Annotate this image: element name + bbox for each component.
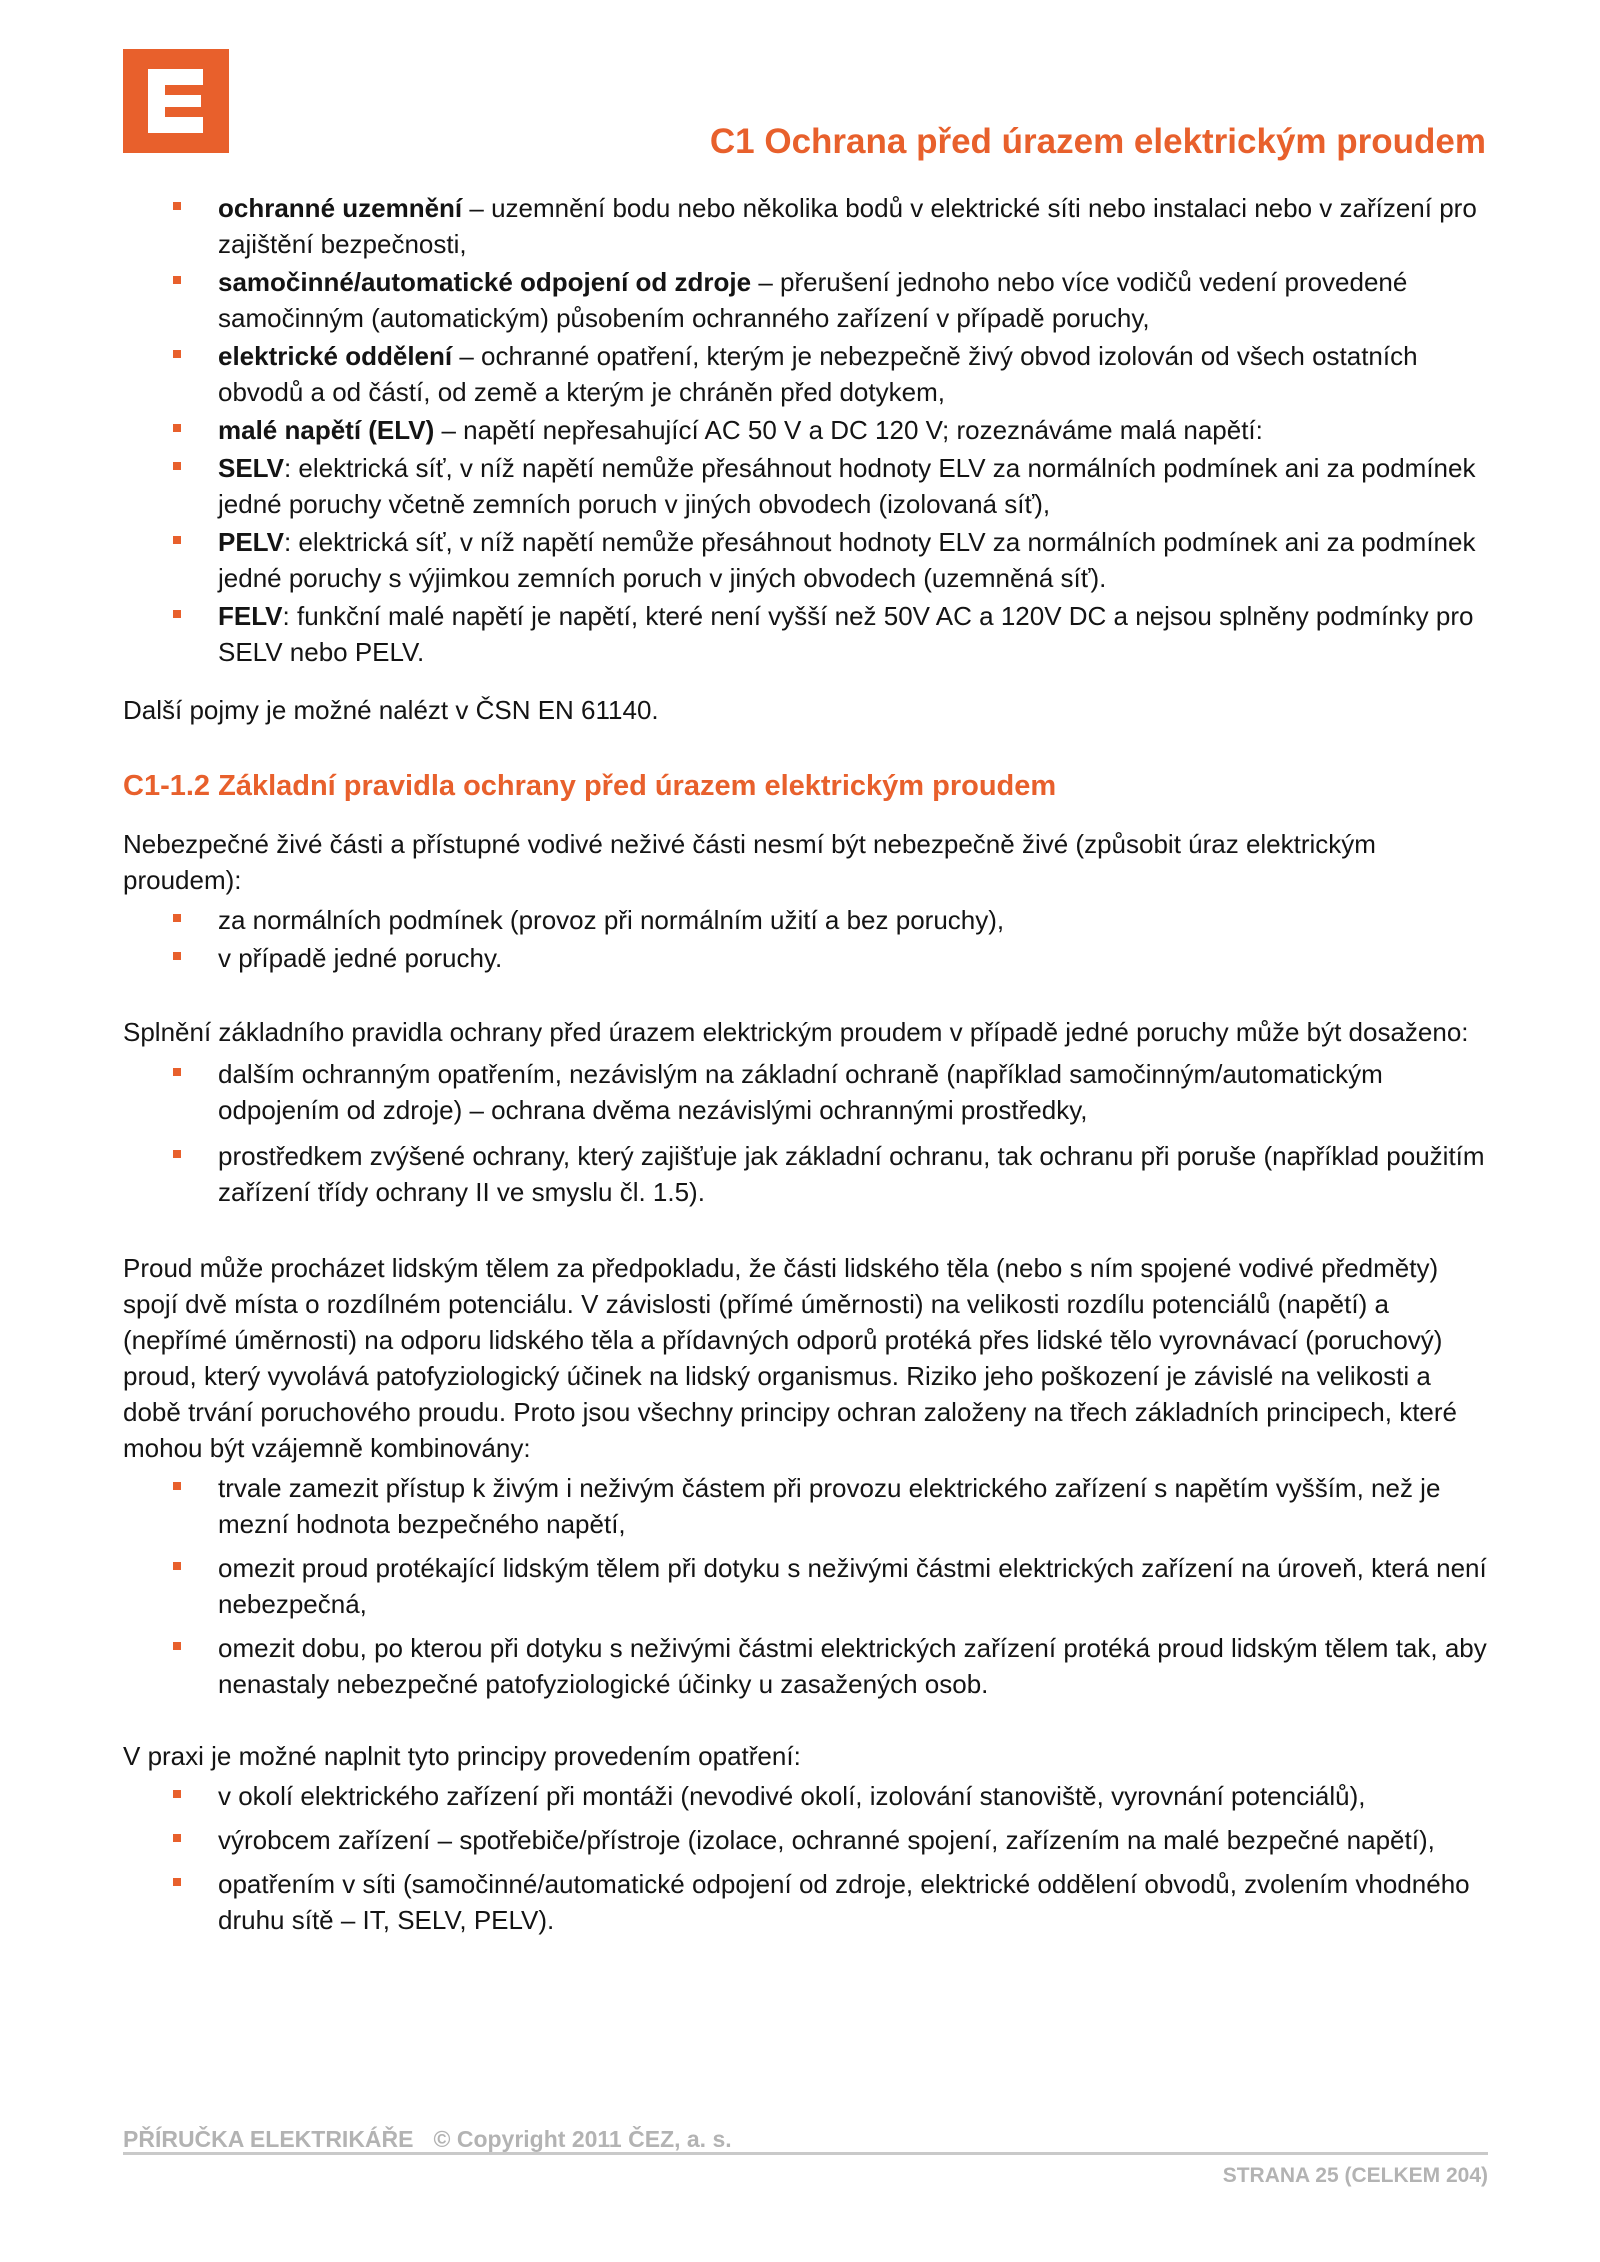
current-paragraph: Proud může procházet lidským tělem za předpokladu, že části lidského těla (nebo s ním spojené vodivé předměty) spojí dvě místa o rozdílném potenciálu. V závislosti (přímé úměrnosti) na velikosti rozdílu potenciálů (napětí) a (nepřímé úměrnosti) na odporu lidského těla a přídavných odporů protéká přes lidské tělo vyrovnávací (poruchový) proud, který vyvolává patofyziologický účinek na lidský organismus. Riziko jeho poškození je závislé na velikosti a době trvání poruchového proudu. Proto jsou všechny principy ochran založeny na třech základních principech, které mohou být vzájemně kombinovány: [123,1253,1457,1463]
bullet-icon [173,1878,181,1886]
definition-term: malé napětí (ELV) [218,415,435,445]
practice-list [123,1778,1488,1938]
bullet-icon [173,350,181,358]
bullet-icon [173,914,181,922]
list-item [123,1778,1488,1814]
list-item [123,1056,1488,1128]
list-item-text: dalším ochranným opatřením, nezávislým na základní ochraně (například samočinným/automatickým odpojením od zdroje) – ochrana dvěma nezávislými ochrannými prostředky, [218,1059,1383,1125]
page-number: STRANA 25 (CELKEM 204) [1222,2164,1488,2187]
bullet-icon [173,424,181,432]
list-item-text: za normálních podmínek (provoz při normálním užití a bez poruchy), [218,905,1005,935]
bullet-icon [173,1562,181,1570]
list-item [123,264,1488,336]
list-item [123,1470,1488,1542]
bullet-icon [173,1068,181,1076]
bullet-icon [173,1482,181,1490]
bullet-icon [173,610,181,618]
footer-divider [123,2152,1488,2155]
list-item-text: omezit dobu, po kterou při dotyku s neživými částmi elektrických zařízení protéká proud lidským tělem tak, aby nenastaly nebezpečné patofyziologické účinky u zasažených osob. [218,1633,1487,1699]
principles-list [123,1470,1488,1702]
bullet-icon [173,202,181,210]
list-item [123,902,1488,938]
definition-text: : elektrická síť, v níž napětí nemůže přesáhnout hodnoty ELV za normálních podmínek ani za podmínek jedné poruchy s výjimkou zemních poruch v jiných obvodech (uzemněná síť). [218,527,1476,593]
definition-term: SELV [218,453,284,483]
definition-term: FELV [218,601,283,631]
section-heading: C1-1.2 Základní pravidla ochrany před úrazem elektrickým proudem [123,770,1057,802]
bullet-icon [173,1834,181,1842]
list-item [123,450,1488,522]
list-item [123,1866,1488,1938]
list-item [123,598,1488,670]
list-item [123,1822,1488,1858]
list-item-text: výrobcem zařízení – spotřebiče/přístroje (izolace, ochranné spojení, zařízením na malé bezpečné napětí), [218,1825,1435,1855]
more-terms-note: Další pojmy je možné nalézt v ČSN EN 61140. [123,695,659,725]
footer-copyright: © Copyright 2011 ČEZ, a. s. [433,2126,732,2152]
list-item [123,412,1488,448]
bullet-icon [173,1790,181,1798]
bullet-icon [173,462,181,470]
list-item [123,338,1488,410]
footer-book-title: PŘÍRUČKA ELEKTRIKÁŘE [123,2126,414,2152]
list-item [123,1630,1488,1702]
definition-term: ochranné uzemnění [218,193,463,223]
bullet-icon [173,1642,181,1650]
definition-text: – ochranné opatření, kterým je nebezpečně živý obvod izolován od všech ostatních obvodů a od částí, od země a kterým je chráněn před dotykem, [218,341,1418,407]
definition-text: – přerušení jednoho nebo více vodičů vedení provedené samočinným (automatickým) působením ochranného zařízení v případě poruchy, [218,267,1408,333]
bullet-icon [173,1150,181,1158]
definition-term: PELV [218,527,284,557]
definition-text: – napětí nepřesahující AC 50 V a DC 120 V; rozeznáváme malá napětí: [434,415,1263,445]
definition-term: elektrické oddělení [218,341,453,371]
rule-paragraph: Splnění základního pravidla ochrany před úrazem elektrickým proudem v případě jedné poruchy může být dosaženo: [123,1017,1469,1047]
rule-list [123,1056,1488,1210]
document-body [123,190,1488,1940]
definition-text: : funkční malé napětí je napětí, které není vyšší než 50V AC a 120V DC a nejsou splněny podmínky pro SELV nebo PELV. [218,601,1474,667]
definition-text: : elektrická síť, v níž napětí nemůže přesáhnout hodnoty ELV za normálních podmínek ani za podmínek jedné poruchy včetně zemních poruch v jiných obvodech (izolovaná síť), [218,453,1476,519]
list-item-text: v okolí elektrického zařízení při montáži (nevodivé okolí, izolování stanoviště, vyrovnání potenciálů), [218,1781,1366,1811]
bullet-icon [173,536,181,544]
intro-list [123,902,1488,976]
definition-list [123,190,1488,670]
list-item [123,190,1488,262]
footer-book-info [123,2124,732,2154]
list-item-text: prostředkem zvýšené ochrany, který zajišťuje jak základní ochranu, tak ochranu při poruše (například použitím zařízení třídy ochrany II ve smyslu čl. 1.5). [218,1141,1485,1207]
list-item [123,940,1488,976]
list-item [123,1550,1488,1622]
list-item-text: opatřením v síti (samočinné/automatické odpojení od zdroje, elektrické oddělení obvodů, zvolením vhodného druhu sítě – IT, SELV, PELV). [218,1869,1470,1935]
definition-text: – uzemnění bodu nebo několika bodů v elektrické síti nebo instalaci nebo v zařízení pro zajištění bezpečnosti, [218,193,1477,259]
definition-term: samočinné/automatické odpojení od zdroje [218,267,752,297]
list-item [123,524,1488,596]
cez-logo-icon [123,49,229,153]
list-item-text: omezit proud protékající lidským tělem při dotyku s neživými částmi elektrických zařízení na úroveň, která není nebezpečná, [218,1553,1487,1619]
page-title: C1 Ochrana před úrazem elektrickým proudem [709,122,1486,161]
list-item-text: v případě jedné poruchy. [218,943,503,973]
intro-paragraph: Nebezpečné živé části a přístupné vodivé neživé části nesmí být nebezpečně živé (způsobit úraz elektrickým proudem): [123,829,1376,895]
practice-paragraph: V praxi je možné naplnit tyto principy provedením opatření: [123,1741,801,1771]
list-item [123,1138,1488,1210]
list-item-text: trvale zamezit přístup k živým i neživým částem při provozu elektrického zařízení s napětím vyšším, než je mezní hodnota bezpečného napětí, [218,1473,1441,1539]
bullet-icon [173,952,181,960]
bullet-icon [173,276,181,284]
